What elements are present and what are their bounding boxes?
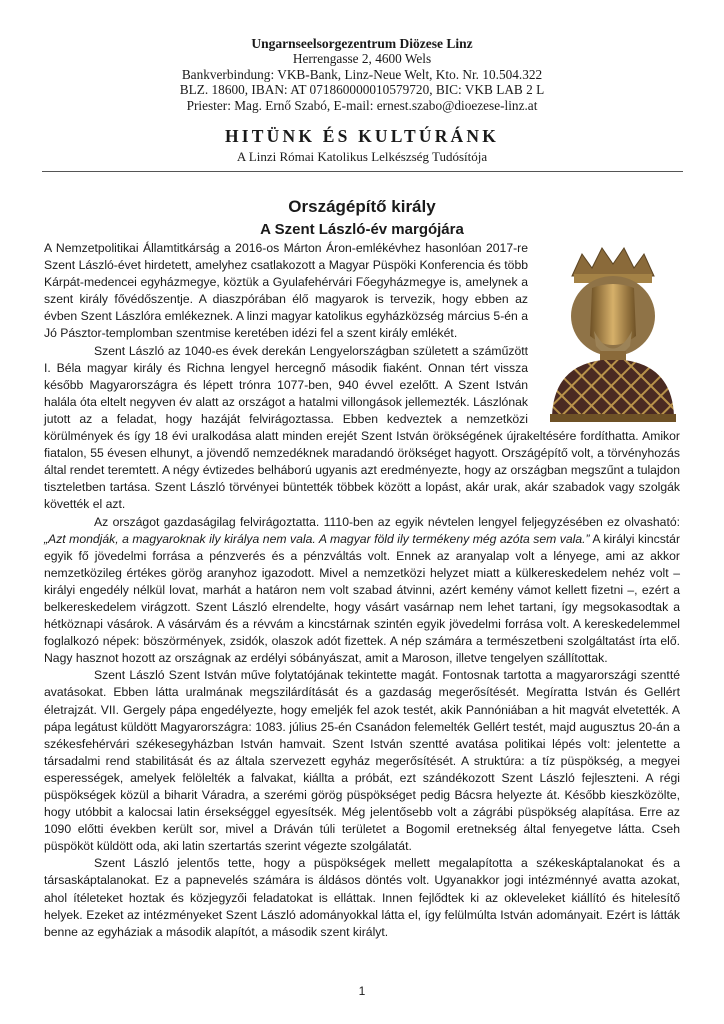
priest-contact: Priester: Mag. Ernő Szabó, E-mail: ernest.szabo@dioezese-linz.at: [186, 97, 538, 113]
paragraph-3-rest: A királyi kincstár egyik fő jövedelmi forrása a pénzverés és a pénzváltás volt. Ennek az aranyalap volt a lényege, ami az akkor nemzetközileg értékes görög aranyhoz igazodott. Mivel a nemzetközi helyzet miatt a külkereskedelem nehéz volt – királyi engedély nélkül lovat, marhát a határon nem volt szabad átvinni, azért kemény vámot kellett fizetni –, ezért a belkereskedelem virágzott. Szent László elrendelte, hogy vásárt vasárnap nem lehet tartani, így megsokasodtak a hétköznapi vásárok. A vásárvám és a révvám a kincstárnak szintén egyik jövedelmi forrása volt. A kereskedelemmel foglalkozó népek: böszörmények, zsidók, olaszok adót fizettek. A nép számára a természetbeni szolgáltatást írta elő. Nagy hasznot hozott az országnak az erdélyi sóbányászat, amit a Maroson, illetve tengelyen szállítottak.: [44, 531, 681, 666]
header-divider: [42, 171, 683, 172]
masthead-subtitle: A Linzi Római Katolikus Lelkészség Tudósítója: [236, 149, 488, 164]
iban-details: BLZ. 18600, IBAN: AT 071860000010579720, BIC: VKB LAB 2 L: [179, 82, 545, 97]
paragraph-3: [44, 514, 680, 668]
article-body: [44, 240, 680, 941]
reliquary-bust-image: [542, 236, 684, 426]
paragraph-2: Szent László az 1040-es évek derekán Lengyelországban született a száműzött I. Béla magyar király és Richna lengyel hercegnő második fiaként. Onnan tért vissza később Magyarországra és lépett trónra 1077-ben, 940 évvel ezelőtt. A Szent István halála óta eltelt negyven év alatt az országot a hatalmi villongások jellemezték. Lászlónak jutott az a feladat, hogy hazáját felvirágoztassa. Ebben kedveztek a nemzetközi körülmények és így 18 évi uralkodása alatt minden erejét Szent István örökségének újrakeltésére fordíthatta. Amikor fiatalon, 55 évesen elhunyt, a jövendő nemzedéknek maradandó örökséget hagyott. Országépítő volt, a törvényhozás által rendet teremtett. A négy évtizedes belháború ugyanis azt eredményezte, hogy az országban megszűnt a tulajdon tiszteletben tartása. Szent László törvényei büntették többek között a lopást, akár urak, akár szabadok vagy szolgák követték el azt.: [44, 343, 680, 512]
paragraph-5: Szent László jelentős tette, hogy a püspökségek mellett megalapította a székeskáptalanokat és a társaskáptalanokat. Ez a papnevelés számára is áldásos döntés volt. Ugyanakkor jogi intézménnyé avatta azokat, ahol ítéleteket hoztak és közjegyzői feladatokat is elláttak. Innen fejlődtek ki az okleveleket kiállító és hitelesítő helyek. Ezeket az intézményeket Szent László adományokkal látta el, így felülmúlta István adományait. Ezért is látták benne az egyháziak a második alapítót, a második szent királyt.: [44, 856, 680, 939]
chronicle-quote: „Azt mondják, a magyaroknak ily királya nem vala. A magyar föld ily termékeny még azóta sem vala.”: [44, 531, 590, 546]
article-subtitle: A Szent László-év margójára: [260, 221, 464, 238]
page-number: 1: [358, 984, 366, 998]
paragraph-1: A Nemzetpolitikai Államtitkárság a 2016-os Márton Áron-emlékévhez hasonlóan 2017-re Szent László-évet hirdetett, amelyhez csatlakozott a Magyar Püspöki Konferencia és több Kárpát-medencei egyházmegye, köztük a Gyulafehérvári Főegyházmegye is, amelynek a szent király fővédőszentje. A diaszpórában élő magyarok is tervezik, hogy ebben az évben Szent Lászlóra emlékeznek. A linzi magyar katolikus egyházközség március 5-én a Jó Pásztor-templomban szentmise keretében idézi fel a szent király emlékét.: [44, 241, 528, 341]
paragraph-3-intro: Az országot gazdaságilag felvirágoztatta. 1110-ben az egyik névtelen lengyel feljegyzésében ez olvasható:: [94, 514, 680, 529]
address: Herrengasse 2, 4600 Wels: [292, 51, 432, 66]
organization-name: Ungarnseelsorgezentrum Diözese Linz: [251, 36, 473, 51]
bank-details: Bankverbindung: VKB-Bank, Linz-Neue Welt, Kto. Nr. 10.504.322: [181, 66, 543, 82]
paragraph-4: Szent László Szent István műve folytatójának tekintette magát. Fontosnak tartotta a magyarországi szentté avatásokat. Ebben látta uralmának megszilárdítását és a gazdaság megerősítését. Megíratta István és Gellért életrajzát. VII. Gergely pápa engedélyezte, hogy emeljék fel azok testét, akik Pannóniában a hit magvát elvetették. A pápa legátust küldött Magyarországra: 1083. július 25-én Csanádon felemelték Gellért testét, majd augusztus 20-án a székesfehérvári székesegyházban István hamvait. Szent István szentté avatása politikai lépés volt: jelentette a társadalmi rend stabilitását és az általa szervezett egyház megerősítését. A struktúra: a tíz püspökség, a megyei esperességek, amelyek felölelték a falvakat, kiállta a próbát, ezt szándékozott Szent László fejleszteni. A régi püspökségek közül a biharit Váradra, a szerémi görög püspökséget pedig Bácsra helyezte át. Később kieszközölte, hogy utóbbit a kalocsai latin érsekséggel egyesítsék. Még jelentősebb volt a zágrábi püspökség alapítása. Erre az 1090 előtti években került sor, mivel a Dráván túli területet a Bogomil eretnekség által fenyegetve látta. Cseh püspököt küldött oda, aki latin szertartás szerint végezte szolgálatát.: [44, 668, 680, 854]
masthead: HITÜNK ÉS KULTÚRÁNK: [224, 126, 500, 146]
article-title: Országépítő király: [288, 197, 436, 216]
